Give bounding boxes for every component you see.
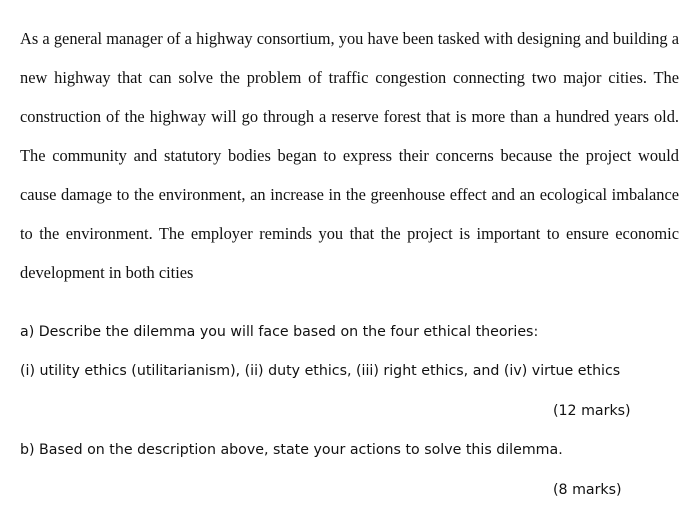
- question-b-marks: (8 marks): [553, 482, 622, 498]
- question-a-marks: (12 marks): [553, 403, 631, 419]
- scenario-paragraph: As a general manager of a highway consortium, you have been tasked with designing and building a new highway that can solve the problem of traffic congestion connecting two major cities. The construction of the highway will go through a reserve forest that is more than a hundred years old. The community and statutory bodies began to express their concerns because the project would cause damage to the environment, an increase in the greenhouse effect and an ecological imbalance to the environment. The employer reminds you that the project is important to ensure economic development in both cities: [20, 29, 679, 282]
- question-a-subitems: (i) utility ethics (utilitarianism), (ii) duty ethics, (iii) right ethics, and (iv) virtue ethics: [20, 363, 621, 379]
- question-b-prompt: b) Based on the description above, state your actions to solve this dilemma.: [20, 442, 563, 458]
- question-a-prompt: a) Describe the dilemma you will face based on the four ethical theories:: [20, 324, 539, 340]
